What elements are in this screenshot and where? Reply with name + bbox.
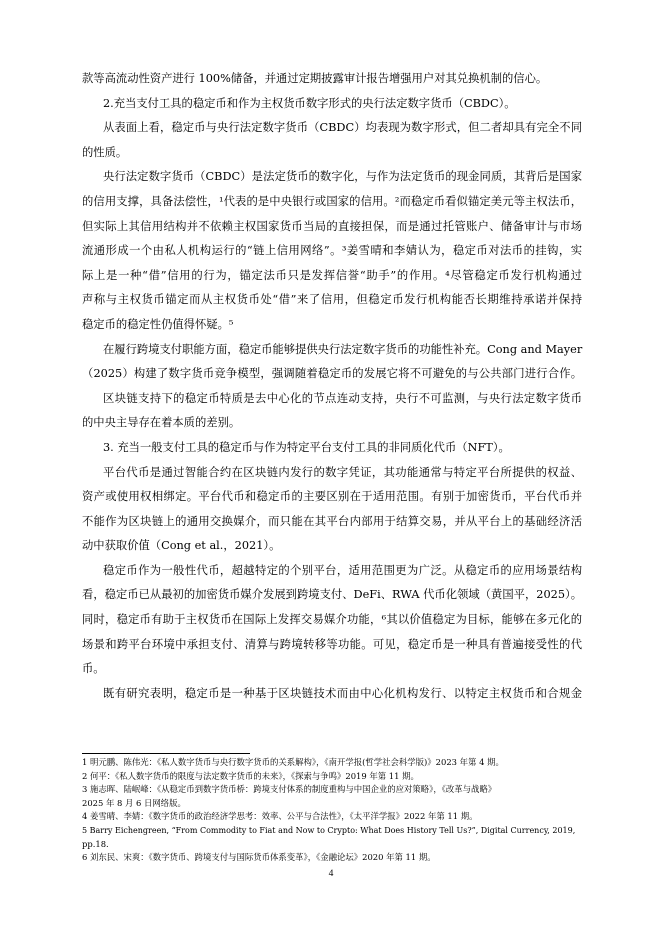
text-line: 的中央主导存在着本质的差别。 <box>82 416 241 430</box>
footnote-line: 6 刘东民、宋爽：《数字货币、跨境支付与国际货币体系变革》，《金融论坛》2020 年第 11 期。 <box>82 852 436 863</box>
text-line: 声称与主权货币锚定而从主权货币处“借”来了信用，但稳定币发行机构能否长期维持承诺并保持 <box>82 293 582 307</box>
footnote-line: 2 何平：《私人数字货币的限度与法定数字货币的未来》，《探索与争鸣》2019 年第 11 期。 <box>82 770 419 781</box>
text-line: 不能作为区块链上的通用交换媒介，而只能在其平台内部用于结算交易，并从平台上的基础经济活 <box>82 514 582 528</box>
text-line: 币。 <box>82 662 105 676</box>
page-number: 4 <box>328 869 334 879</box>
footnote-line: 2025 年 8 月 6 日网络版。 <box>82 797 186 808</box>
footnote-line: 1 明元鹏、陈伟光：《私人数字货币与央行数字货币的关系解构》，《南开学报(哲学社会科学版)》2023 年第 4 期。 <box>82 757 504 767</box>
text-line: 资产或使用权相绑定。平台代币和稳定币的主要区别在于适用范围。有别于加密货币，平台代币并 <box>82 490 582 504</box>
text-line: 在履行跨境支付职能方面，稳定币能够提供央行法定数字货币的功能性补充。Cong and Mayer <box>103 342 583 356</box>
body-text <box>82 67 582 706</box>
text-line: 的性质。 <box>82 145 128 159</box>
text-line: 同时，稳定币有助于主权货币在国际上发挥交易媒介功能，⁶其以价值稳定为目标，能够在多元化的 <box>82 613 582 627</box>
text-line: 区块链支持下的稳定币特质是去中心化的节点连动支持，央行不可监测，与央行法定数字货币 <box>103 391 582 405</box>
text-line: 既有研究表明，稳定币是一种基于区块链技术而由中心化机构发行、以特定主权货币和合规金 <box>103 686 582 700</box>
footnote-divider <box>82 753 250 754</box>
footnotes <box>82 756 582 865</box>
text-line: 平台代币是通过智能合约在区块链内发行的数字凭证，其功能通常与特定平台所提供的权益、 <box>103 465 582 479</box>
text-line: 3. 充当一般支付工具的稳定币与作为特定平台支付工具的非同质化代币（NFT）。 <box>103 440 510 454</box>
text-line: （2025）构建了数字货币竞争模型，强调随着稳定币的发展它将不可避免的与公共部门进行合作。 <box>82 367 582 381</box>
text-line: 流通形成一个由私人机构运行的“链上信用网络”。³姜雪晴和李婧认为，稳定币对法币的挂钩，实 <box>82 244 582 258</box>
text-line: 从表面上看，稳定币与央行法定数字货币（CBDC）均表现为数字形式，但二者却具有完全不同 <box>103 121 582 135</box>
text-line: 稳定币作为一般性代币，超越特定的个别平台，适用范围更为广泛。从稳定币的应用场景结构 <box>103 563 582 577</box>
text-line: 但实际上其信用结构并不依赖主权国家货币当局的直接担保，而是通过托管账户、储备审计与市场 <box>82 219 582 233</box>
footnote-line: 5 Barry Eichengreen, “From Commodity to Fiat and Now to Crypto: What Does History Tell Us?”, Digital Currency, 2019, <box>82 825 576 835</box>
text-line: 际上是一种“借”信用的行为，锚定法币只是发挥信誉“助手”的作用。⁴尽管稳定币发行机构通过 <box>82 268 582 282</box>
text-line: 款等高流动性资产进行 100%储备，并通过定期披露审计报告增强用户对其兑换机制的信心。 <box>82 72 548 85</box>
footnote-line: pp.18. <box>82 838 109 849</box>
footnote-line: 3 施志晖、陆岷峰：《从稳定币到数字货币桥：跨境支付体系的制度重构与中国企业的应对策略》，《改革与战略》 <box>82 784 497 795</box>
text-line: 场景和跨平台环境中承担支付、清算与跨境转移等功能。可见，稳定币是一种具有普遍接受性的代 <box>82 637 582 651</box>
text-line: 央行法定数字货币（CBDC）是法定货币的数字化，与作为法定货币的现金同质，其背后是国家 <box>103 170 582 184</box>
text-line: 2.充当支付工具的稳定币和作为主权货币数字形式的央行法定数字货币（CBDC）。 <box>103 96 516 110</box>
text-line: 动中获取价值（Cong et al.，2021）。 <box>82 539 281 553</box>
text-line: 的信用支撑，具备法偿性，¹代表的是中央银行或国家的信用。²而稳定币看似锚定美元等主权法币， <box>82 194 582 208</box>
footnote-line: 4 姜雪晴、李婧：《数字货币的政治经济学思考：效率、公平与合法性》，《太平洋学报》2022 年第 11 期。 <box>82 811 478 822</box>
text-line: 稳定币的稳定性仍值得怀疑。⁵ <box>82 317 234 331</box>
text-line: 看，稳定币已从最初的加密货币媒介发展到跨境支付、DeFi、RWA 代币化领域（黄国平，2025）。 <box>82 588 582 602</box>
